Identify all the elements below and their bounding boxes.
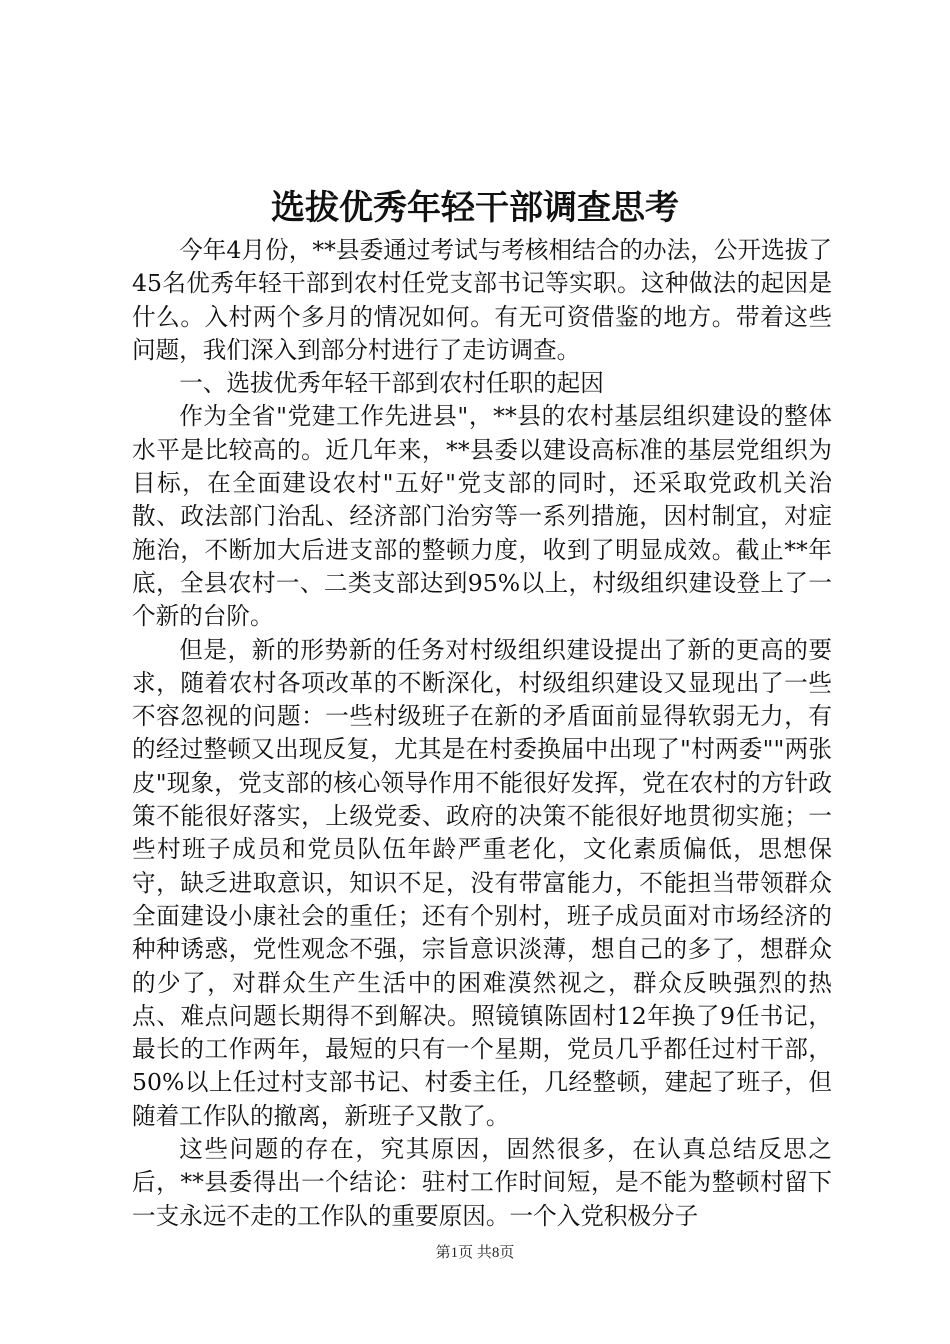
document-body <box>132 234 832 1233</box>
section-heading-1: 一、选拔优秀年轻干部到农村任职的起因 <box>179 369 604 398</box>
document-title: 选拔优秀年轻干部调查思考 <box>271 188 679 228</box>
page-footer: 第1页 共8页 <box>435 1245 515 1261</box>
paragraph-problems: 但是，新的形势新的任务对村级组织建设提出了新的更高的要求，随着农村各项改革的不断深化，村级组织建设又显现出了一些不容忽视的问题：一些村级班子在新的矛盾面前显得软弱无力，有的经过整顿又出现反复，尤其是在村委换届中出现了"村两委""两张皮"现象，党支部的核心领导作用不能很好发挥，党在农村的方针政策不能很好落实，上级党委、政府的决策不能很好地贯彻实施；一些村班子成员和党员队伍年龄严重老化，文化素质偏低，思想保守，缺乏进取意识，知识不足，没有带富能力，不能担当带领群众全面建设小康社会的重任；还有个别村，班子成员面对市场经济的种种诱惑，党性观念不强，宗旨意识淡薄，想自己的多了，想群众的少了，对群众生产生活中的困难漠然视之，群众反映强烈的热点、难点问题长期得不到解决。照镜镇陈固村12年换了9任书记，最长的工作两年，最短的只有一个星期，党员几乎都任过村干部，50%以上任过村支部书记、村委主任，几经整顿，建起了班子，但随着工作队的撤离，新班子又散了。 <box>132 635 832 1130</box>
paragraph-causes: 这些问题的存在，究其原因，固然很多，在认真总结反思之后，**县委得出一个结论：驻村工作时间短，是不能为整顿村留下一支永远不走的工作队的重要原因。一个入党积极分子 <box>132 1135 832 1230</box>
paragraph-intro: 今年4月份，**县委通过考试与考核相结合的办法，公开选拔了45名优秀年轻干部到农村任党支部书记等实职。这种做法的起因是什么。入村两个多月的情况如何。有无可资借鉴的地方。带着这些问题，我们深入到部分村进行了走访调查。 <box>132 236 832 364</box>
paragraph-background: 作为全省"党建工作先进县"，**县的农村基层组织建设的整体水平是比较高的。近几年来，**县委以建设高标准的基层党组织为目标，在全面建设农村"五好"党支部的同时，还采取党政机关治散、政法部门治乱、经济部门治穷等一系列措施，因村制宜，对症施治，不断加大后进支部的整顿力度，收到了明显成效。截止**年底，全县农村一、二类支部达到95%以上，村级组织建设登上了一个新的台阶。 <box>132 402 832 631</box>
